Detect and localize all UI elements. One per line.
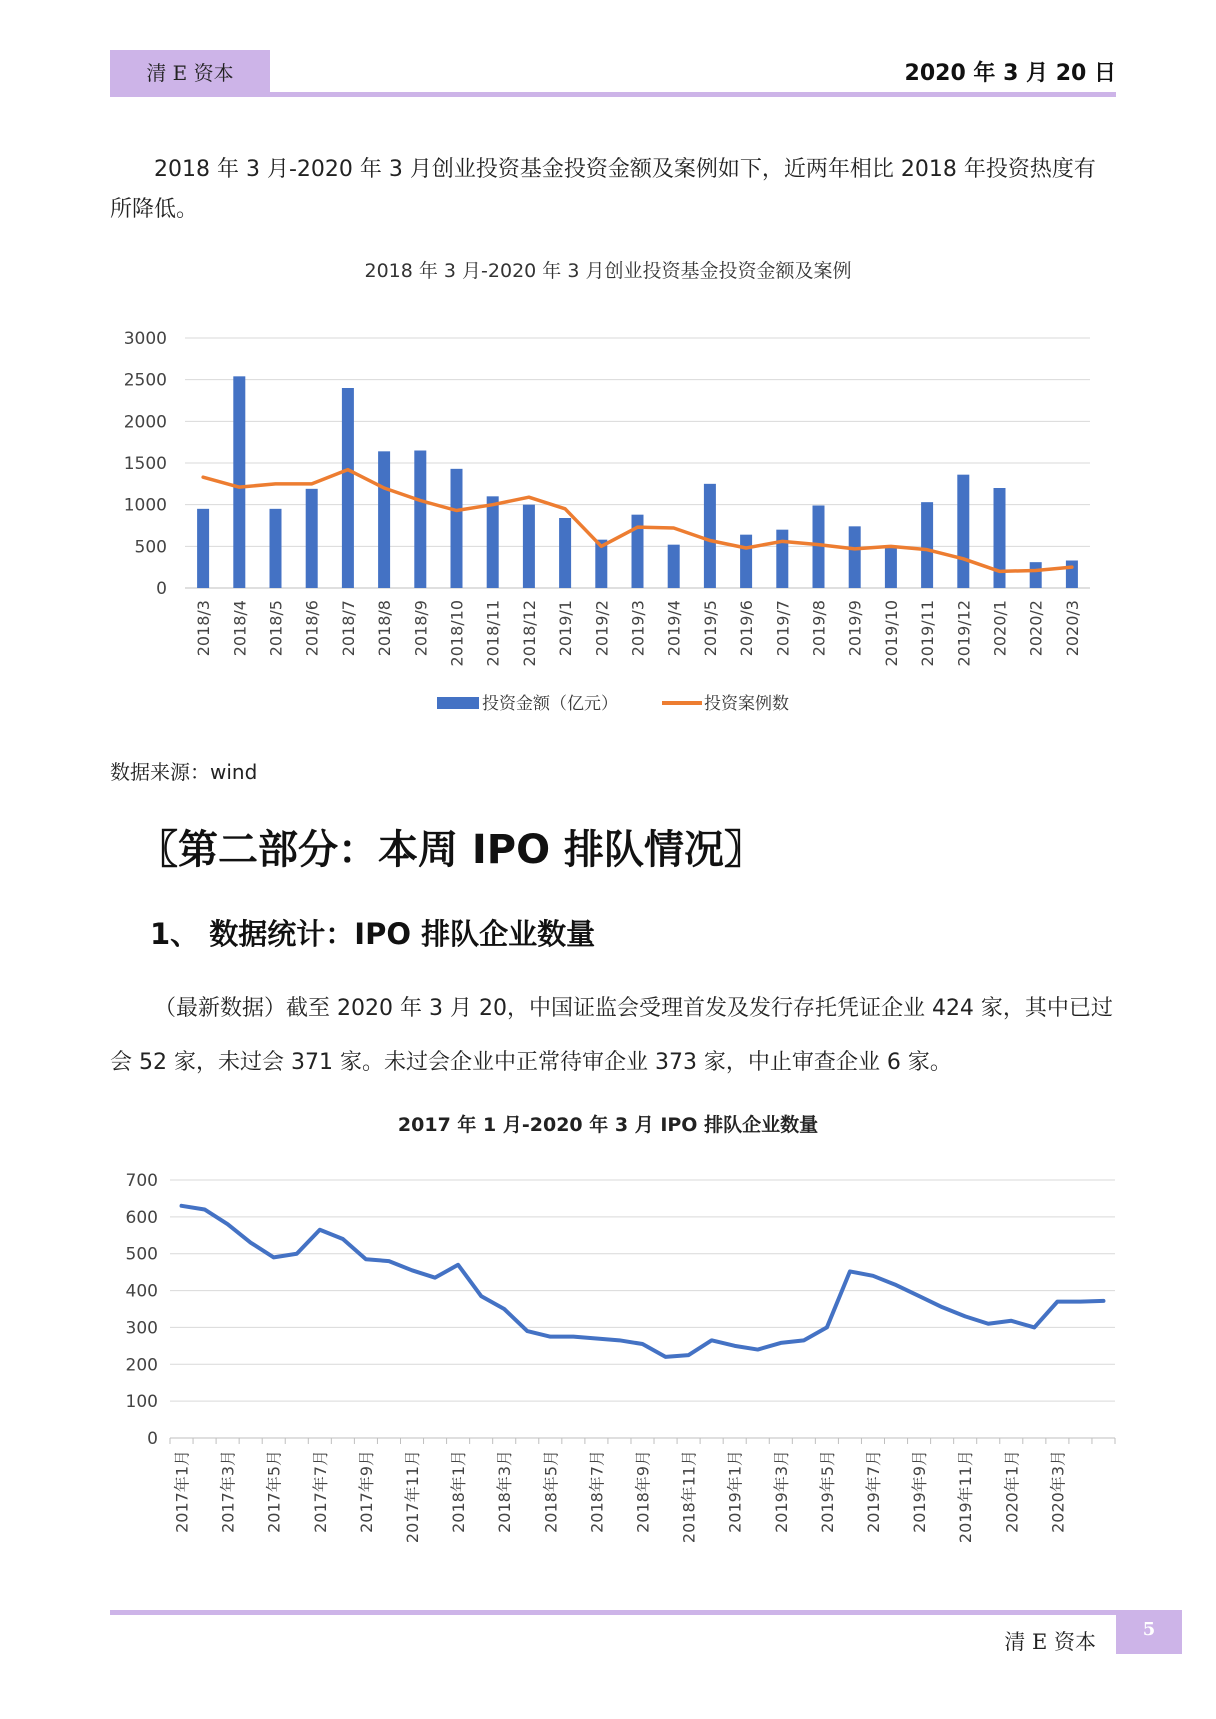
footer-rule — [110, 1610, 1116, 1615]
bar — [668, 545, 680, 588]
x-tick-label: 2019/9 — [845, 600, 865, 657]
bar — [776, 530, 788, 588]
x-tick-label: 2019年11月 — [956, 1450, 976, 1544]
header-date: 2020 年 3 月 20 日 — [904, 61, 1116, 86]
legend-label-cases: 投资案例数 — [704, 694, 789, 714]
x-tick-label: 2019年5月 — [817, 1450, 837, 1533]
bar — [921, 502, 933, 588]
x-tick-label: 2019/5 — [700, 600, 720, 657]
x-tick-label: 2018年3月 — [495, 1450, 515, 1533]
y-tick-label: 600 — [125, 1207, 158, 1228]
x-tick-label: 2019年3月 — [771, 1450, 791, 1533]
x-tick-label: 2018年5月 — [541, 1450, 561, 1533]
x-tick-label: 2017年3月 — [218, 1450, 238, 1533]
x-tick-label: 2019/12 — [954, 600, 974, 667]
bar — [197, 509, 209, 588]
x-tick-label: 2018年1月 — [449, 1450, 469, 1533]
bar — [957, 475, 969, 588]
data-paragraph: （最新数据）截至 2020 年 3 月 20，中国证监会受理首发及发行存托凭证企业 424 家，其中已过会 52 家，未过会 371 家。未过会企业中正常待审企业 373 家，中止审查企业 6 家。 — [110, 996, 1113, 1075]
x-tick-label: 2019/4 — [664, 600, 684, 657]
data-source: 数据来源：wind — [110, 760, 258, 784]
bar — [1030, 562, 1042, 588]
y-tick-label: 700 — [125, 1171, 158, 1191]
x-tick-label: 2018/4 — [230, 600, 250, 657]
x-tick-label: 2019/2 — [592, 600, 612, 657]
y-tick-label: 2000 — [123, 412, 167, 433]
x-tick-label: 2019年9月 — [910, 1450, 930, 1533]
bar — [1066, 561, 1078, 589]
x-tick-label: 2019/1 — [556, 600, 576, 657]
x-tick-label: 2018/7 — [338, 600, 358, 657]
x-tick-label: 2017年1月 — [172, 1450, 192, 1533]
x-tick-label: 2017年5月 — [264, 1450, 284, 1533]
series-line-ipo-queue — [182, 1206, 1104, 1357]
intro-paragraph: 2018 年 3 月-2020 年 3 月创业投资基金投资金额及案例如下，近两年相比 2018 年投资热度有所降低。 — [110, 157, 1096, 222]
x-tick-label: 2019年1月 — [725, 1450, 745, 1533]
bar — [378, 451, 390, 588]
footer-brand: 清 E 资本 — [1004, 1630, 1096, 1654]
section-title: 〖第二部分：本周 IPO 排队情况〗 — [138, 827, 765, 873]
y-tick-label: 1000 — [123, 495, 167, 516]
x-tick-label: 2019/8 — [809, 600, 829, 657]
x-tick-label: 2018/12 — [519, 600, 539, 667]
x-tick-label: 2018年9月 — [633, 1450, 653, 1533]
x-tick-label: 2018/8 — [375, 600, 395, 657]
chart1-title: 2018 年 3 月-2020 年 3 月创业投资基金投资金额及案例 — [364, 260, 852, 282]
y-tick-label: 100 — [125, 1392, 158, 1413]
y-tick-label: 0 — [147, 1429, 158, 1449]
x-tick-label: 2020年1月 — [1002, 1450, 1022, 1533]
legend-label-amount: 投资金额（亿元） — [482, 694, 618, 714]
x-tick-label: 2019/7 — [773, 600, 793, 657]
x-tick-label: 2019/11 — [918, 600, 938, 667]
y-tick-label: 3000 — [123, 329, 167, 349]
x-tick-label: 2020/1 — [990, 600, 1010, 657]
bar — [306, 489, 318, 588]
legend-swatch-amount — [437, 697, 479, 709]
x-tick-label: 2018/6 — [302, 600, 322, 657]
bar — [559, 518, 571, 588]
bar — [885, 546, 897, 588]
x-tick-label: 2019/10 — [881, 600, 901, 667]
bar — [233, 376, 245, 588]
bar — [414, 451, 426, 589]
x-tick-label: 2019年7月 — [863, 1450, 883, 1533]
bar — [740, 535, 752, 588]
bar — [487, 496, 499, 588]
y-tick-label: 400 — [125, 1281, 158, 1302]
bar — [342, 388, 354, 588]
y-tick-label: 300 — [125, 1318, 158, 1339]
x-tick-label: 2018/9 — [411, 600, 431, 657]
y-tick-label: 200 — [125, 1355, 158, 1376]
header-brand: 清 E 资本 — [146, 61, 234, 85]
y-tick-label: 500 — [125, 1244, 158, 1265]
x-tick-label: 2018年7月 — [587, 1450, 607, 1533]
page-number: 5 — [1142, 1619, 1156, 1640]
bar — [849, 526, 861, 588]
y-tick-label: 0 — [156, 579, 167, 599]
x-tick-label: 2018/11 — [483, 600, 503, 667]
ipo-queue-chart — [0, 1160, 1216, 1580]
bar — [270, 509, 282, 588]
x-tick-label: 2017年7月 — [310, 1450, 330, 1533]
x-tick-label: 2017年11月 — [403, 1450, 423, 1544]
x-tick-label: 2018/3 — [194, 600, 214, 657]
x-tick-label: 2017年9月 — [356, 1450, 376, 1533]
x-tick-label: 2019/3 — [628, 600, 648, 657]
header-rule — [110, 92, 1116, 97]
x-tick-label: 2019/6 — [737, 600, 757, 657]
y-tick-label: 1500 — [123, 454, 167, 474]
bar — [704, 484, 716, 588]
y-tick-label: 500 — [134, 537, 167, 558]
x-tick-label: 2020年3月 — [1048, 1450, 1068, 1533]
x-tick-label: 2018年11月 — [679, 1450, 699, 1544]
x-tick-label: 2020/3 — [1062, 600, 1082, 657]
x-tick-label: 2020/2 — [1026, 600, 1046, 657]
chart2-title: 2017 年 1 月-2020 年 3 月 IPO 排队企业数量 — [397, 1114, 819, 1136]
y-tick-label: 2500 — [123, 370, 167, 391]
bar — [523, 505, 535, 588]
x-tick-label: 2018/5 — [266, 600, 286, 657]
bar — [451, 469, 463, 588]
x-tick-label: 2018/10 — [447, 600, 467, 667]
subsection-title: 1、 数据统计：IPO 排队企业数量 — [150, 917, 596, 951]
investment-chart — [0, 300, 1216, 770]
